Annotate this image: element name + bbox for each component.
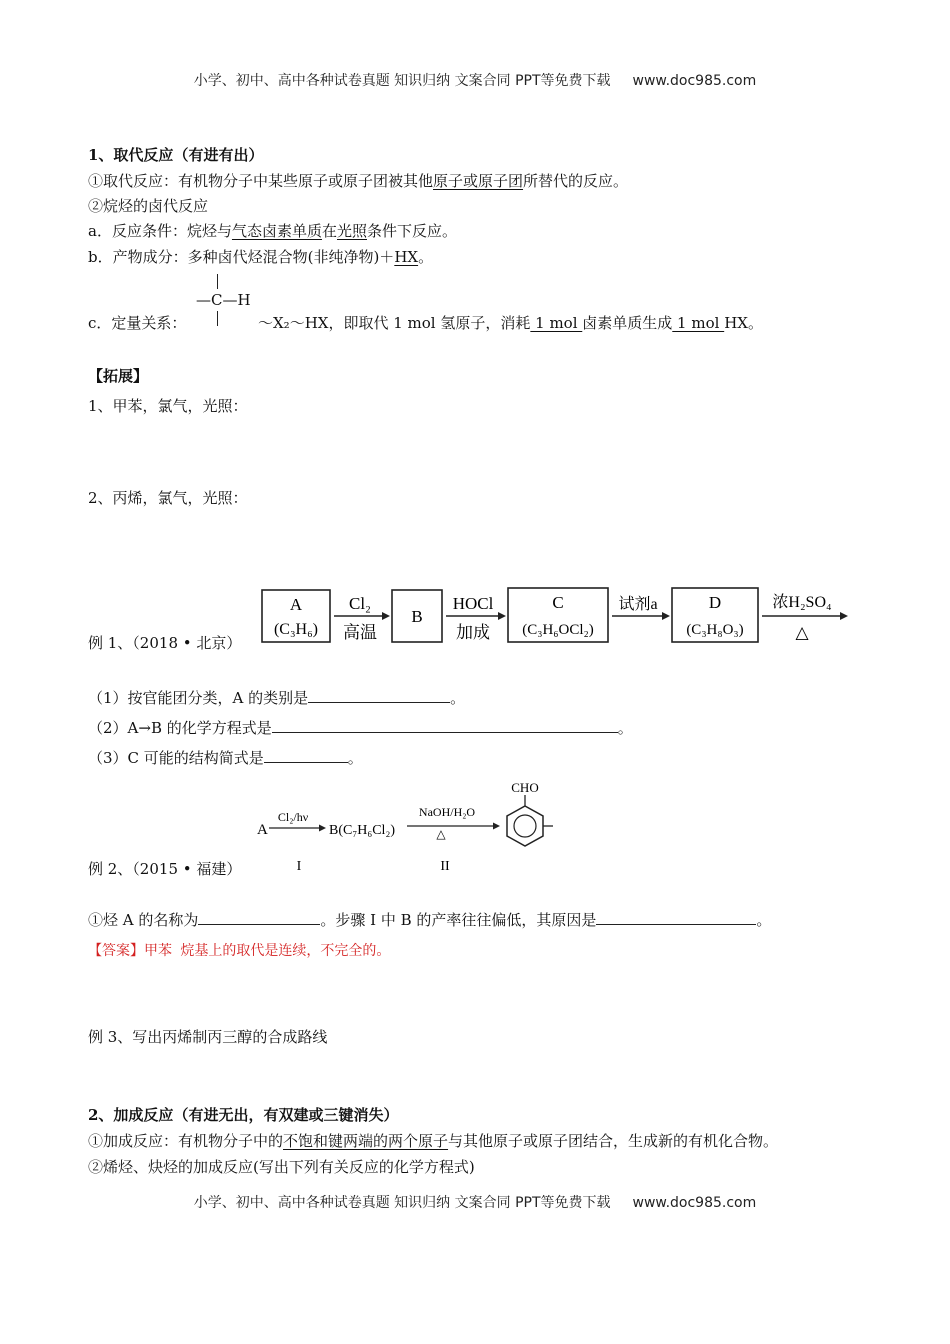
box-d-bottom: (C₃H₈O₃) — [686, 622, 744, 638]
arrow-2-top: HOCl — [452, 594, 494, 613]
ex2-q1-mid: 。步骤 I 中 B 的产率往往偏低，其原因是 — [320, 911, 597, 929]
example1-q2 — [88, 718, 633, 738]
item-a-text: a．反应条件：烷烃与 — [88, 222, 232, 240]
q1-end: 。 — [450, 689, 466, 707]
arrow-3-head — [662, 612, 670, 620]
page-footer — [0, 1192, 950, 1212]
step-i-label: I — [296, 859, 302, 874]
box-c-bottom: (C₃H₆OCl₂) — [522, 622, 594, 638]
page-header — [0, 70, 950, 90]
footer-site: www.doc985.com — [632, 1195, 757, 1211]
def-text: ①取代反应：有机物分子中某些原子或原子团被其他 — [88, 172, 434, 190]
arrow-3-top: 试剂a — [618, 596, 658, 613]
section2-definition — [88, 1131, 778, 1151]
q2-blank[interactable] — [272, 718, 618, 733]
bond-bottom — [217, 311, 218, 326]
section1-subtitle: ②烷烃的卤代反应 — [88, 197, 209, 215]
example1-label: 例 1、（2018 • 北京） — [88, 634, 242, 652]
box-a-top: A — [289, 595, 303, 614]
example2-label: 例 2、（2015 • 福建） — [88, 860, 242, 878]
item-c-underlined-2: 1 mol — [672, 314, 725, 332]
header-text: 小学、初中、高中各种试卷真题 知识归纳 文案合同 PPT等免费下载 — [193, 73, 611, 89]
bond-top — [217, 274, 218, 289]
header-site: www.doc985.com — [632, 73, 757, 89]
sec2-def-end: 与其他原子或原子团结合，生成新的有机化合物。 — [448, 1132, 779, 1150]
q2-end: 。 — [617, 719, 633, 737]
section1-item-a — [88, 221, 457, 241]
def-text-end: 所替代的反应。 — [523, 172, 629, 190]
item-a-underlined-1: 气态卤素单质 — [231, 222, 322, 240]
arrow-2-head — [498, 612, 506, 620]
arrow-i-head — [319, 825, 326, 832]
arrow-1-bottom: 高温 — [343, 623, 377, 642]
sec2-def-text: ①加成反应：有机物分子中的 — [88, 1132, 284, 1150]
section1-title: 1、取代反应（有进有出） — [88, 146, 264, 164]
q1-blank[interactable] — [308, 688, 450, 703]
example2-answer: 【答案】甲苯 烷基上的取代是连续，不完全的。 — [88, 943, 391, 959]
arrow-ii-bottom: △ — [436, 827, 446, 841]
box-b-label: B — [411, 607, 423, 626]
q3-end: 。 — [347, 749, 363, 767]
section1-item-c — [258, 313, 763, 333]
section2-title: 2、加成反应（有进无出，有双建或三键消失） — [88, 1106, 399, 1124]
arrow-2-bottom: 加成 — [456, 623, 490, 642]
extension-item-1: 1、甲苯，氯气，光照： — [88, 397, 248, 415]
section1-definition — [88, 171, 628, 191]
item-b-underlined: HX — [394, 248, 419, 266]
ex2-q1-blank-2[interactable] — [596, 910, 756, 925]
arrow-ii-head — [493, 823, 500, 830]
ex2-q1-text: ①烃 A 的名称为 — [88, 911, 199, 929]
footer-text: 小学、初中、高中各种试卷真题 知识归纳 文案合同 PPT等免费下载 — [193, 1195, 611, 1211]
arrow-i-top: Cl₂/hν — [277, 810, 309, 824]
box-d-top: D — [708, 593, 722, 612]
box-a-bottom: (C₃H₆) — [273, 621, 319, 638]
extension-title: 【拓展】 — [88, 367, 149, 385]
step-ii-label: II — [440, 859, 450, 874]
section1-item-c-label: c．定量关系： — [88, 314, 187, 332]
example2-reaction-diagram — [255, 778, 565, 878]
arrow-4-bottom: △ — [795, 623, 809, 642]
item-a-end: 条件下反应。 — [367, 222, 458, 240]
def-underlined: 原子或原子团 — [433, 172, 524, 190]
example1-q3 — [88, 748, 363, 768]
section1-item-b — [88, 247, 433, 267]
intermediate-b: B(C₇H₆Cl₂) — [329, 823, 395, 838]
example2-q1 — [88, 910, 771, 930]
example3-label: 例 3、写出丙烯制丙三醇的合成路线 — [88, 1028, 328, 1046]
arrow-ii-top: NaOH/H₂O — [418, 805, 476, 819]
item-c-mid: 卤素单质生成 — [582, 314, 673, 332]
ex2-q1-blank-1[interactable] — [198, 910, 320, 925]
item-b-end: 。 — [418, 248, 434, 266]
item-a-underlined-2: 光照 — [336, 222, 367, 240]
example1-q1 — [88, 688, 465, 708]
item-b-text: b．产物成分：多种卤代烃混合物(非纯净物)＋ — [88, 248, 395, 266]
reactant-a: A — [257, 822, 268, 838]
arrow-4-top: 浓H₂SO₄ — [772, 594, 832, 611]
arrow-4-head — [840, 612, 848, 620]
q3-text: （3）C 可能的结构简式是 — [88, 749, 264, 767]
section2-subtitle: ②烯烃、炔烃的加成反应(写出下列有关反应的化学方程式) — [88, 1158, 475, 1176]
item-c-underlined-1: 1 mol — [530, 314, 583, 332]
item-c-end: HX。 — [724, 314, 763, 332]
ex2-q1-end: 。 — [756, 911, 772, 929]
item-a-mid: 在 — [321, 222, 337, 240]
benzene-ring — [507, 806, 543, 846]
benzene-inner-circle — [514, 815, 536, 837]
arrow-1-top: Cl₂ — [349, 594, 371, 613]
example1-flow-diagram — [258, 582, 850, 648]
aldehyde-group: CHO — [511, 780, 539, 795]
box-c-top: C — [552, 593, 564, 612]
q3-blank[interactable] — [264, 748, 348, 763]
sec2-def-underlined: 不饱和键两端的两个原子 — [283, 1132, 449, 1150]
item-c-text: ～X₂～HX，即取代 1 mol 氢原子，消耗 — [258, 314, 531, 332]
arrow-1-head — [382, 612, 390, 620]
extension-item-2: 2、丙烯，氯气，光照： — [88, 489, 248, 507]
q2-text: （2）A→B 的化学方程式是 — [88, 719, 272, 737]
q1-text: （1）按官能团分类，A 的类别是 — [88, 689, 309, 707]
struct-c-h: —C—H — [196, 291, 251, 309]
